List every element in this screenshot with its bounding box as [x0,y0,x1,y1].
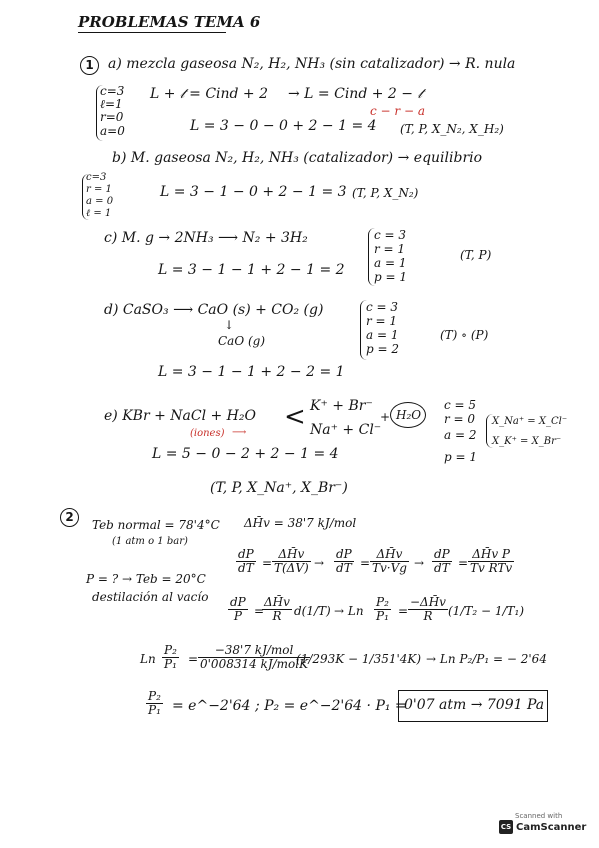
camscanner-watermark [499,812,587,834]
p1e-var-r: r = 0 [444,412,476,426]
p2-arrow-1: → [314,556,325,570]
p1e-var-a: a = 2 [444,428,477,442]
p1b-var-c: c=3 [86,172,107,183]
p1a-var-r: r=0 [100,110,124,124]
p1a-vars-out: (T, P, X_N₂, X_H₂) [400,122,504,136]
p2-f7: $\frac{dP}{P}$ [230,595,246,623]
p1b-var-a: a = 0 [86,196,114,207]
p2-f6: ΔH̄v P Tv RTv [470,547,513,575]
p2-d-inv: d(1/T) [294,604,331,618]
scanned-with-label: Scanned with [515,812,563,820]
p1e-vars-out: (T, P, X_Na⁺, X_Br⁻) [210,480,348,496]
p1e-heading: e) KBr + NaCl + H₂O [104,408,256,424]
p1e-h2o: H₂O [396,408,422,422]
p1d-var-r: r = 1 [366,314,398,328]
p2-f14: (1/293K − 1/351'4K) [296,652,422,666]
p2-f15: $\frac{\text{P₂}}{\text{P₁}}$ [148,689,161,717]
p2-f12: $\frac{\text{P₂}}{\text{P₁}}$ [164,643,177,671]
p1d-sub: CaO (g) [218,334,266,348]
p2-f9: $\frac{\text{P₂}}{\text{P₁}}$ [376,595,389,623]
p2-destilacion: destilación al vacío [92,590,209,604]
p1e-iones: (iones) [190,428,225,439]
p1b-var-l: ℓ = 1 [86,208,112,219]
p1d-vars-out: (T) ∘ (P) [440,328,489,342]
p1d-var-p: p = 2 [366,342,399,356]
p1d-var-c: c = 3 [366,300,399,314]
p2-f3: $\frac{dP}{dT}$ [336,547,352,575]
p1d-eq: L = 3 − 1 − 1 + 2 − 2 = 1 [158,364,345,380]
p2-teb-sub: (1 atm o 1 bar) [112,536,188,547]
p1e-red-arrow: ⟶ [232,427,247,438]
p1a-var-a: a=0 [100,124,125,138]
p2-f5: $\frac{dP}{dT}$ [434,547,450,575]
problem-2-number: 2 [60,508,79,527]
p2-teb: Teb normal = 78'4°C [92,518,220,532]
p1a-var-l: ℓ=1 [100,97,123,111]
p2-f4: $\frac{\Delta H̄v}{Tv\cdot V̄g}$ [372,547,407,575]
p1d-arrow-down: ↓ [224,318,235,332]
p2-question: P = ? → Teb = 20°C [86,572,206,586]
p2-exp1: = e^−2'64 ; P₂ = e^−2'64 · P₁ = [172,698,407,714]
title-underline [78,32,226,33]
p1e-rel2: X_K⁺ = X_Br⁻ [492,436,562,447]
p2-eq-sign-3: = [458,556,469,570]
problem-1-number: 1 [80,56,99,75]
p2-eq-sign-2: = [360,556,371,570]
p1d-heading: d) CaSO₃ ⟶ CaO (s) + CO₂ (g) [104,302,324,318]
page-title: PROBLEMAS TEMA 6 [78,13,261,31]
p2-f13: −38'7 kJ/mol 0'008314 kJ/molK [200,643,309,671]
p2-eq-sign-1: = [262,556,273,570]
p1c-var-p: p = 1 [374,270,407,284]
p1b-heading: b) M. gaseosa N₂, H₂, NH₃ (catalizador) → equilibrio [112,150,483,166]
p1c-var-r: r = 1 [374,242,406,256]
p1e-rel1: X_Na⁺ = X_Cl⁻ [492,416,568,427]
p2-eq-sign-4: = [254,604,265,618]
p1e-var-p: p = 1 [444,450,477,464]
p1a-eq1: L + 𝓉 = Cind + 2 [150,86,269,102]
p1a-var-c: c=3 [100,84,125,98]
p2-ln2: Ln [140,652,156,666]
p2-f11: (1/T₂ − 1/T₁) [448,604,525,618]
p1c-var-c: c = 3 [374,228,407,242]
p2-arrow-2: → [414,556,425,570]
camscanner-logo-icon: CS [499,820,513,834]
p1c-eq: L = 3 − 1 − 1 + 2 − 1 = 2 [158,262,345,278]
p1e-ions-bot: Na⁺ + Cl⁻ [310,422,382,438]
camscanner-brand: CamScanner [516,821,587,833]
p2-final: 0'07 atm → 7091 Pa [404,697,545,713]
p1e-var-c: c = 5 [444,398,477,412]
p1a-heading: a) mezcla gaseosa N₂, H₂, NH₃ (sin catalizador) → R. nula [108,56,516,72]
p1e-plus: + [380,410,391,424]
p1c-heading: c) M. g → 2NH₃ ⟶ N₂ + 3H₂ [104,230,308,246]
p1c-vars-out: (T, P) [460,248,492,262]
p2-ln1: → Ln [334,604,364,618]
p2-res1: → Ln P₂/P₁ = − 2'64 [426,652,547,666]
p1a-note: c − r − a [370,104,425,118]
p1a-eq2: L = 3 − 0 − 0 + 2 − 1 = 4 [190,118,377,134]
p2-f10: $\frac{-\Delta H̄v}{R}$ [410,595,446,623]
p2-f2: $\frac{\Delta H̄v}{T(\Delta V̄)}$ [274,547,309,575]
p2-f8: $\frac{\Delta H̄v}{R}$ [264,595,290,623]
p1a-eq1b: → L = Cind + 2 − 𝓉 [288,86,423,102]
p1e-eq: L = 5 − 0 − 2 + 2 − 1 = 4 [152,446,339,462]
p1d-var-a: a = 1 [366,328,399,342]
p2-eq-sign-6: = [188,652,199,666]
p1b-var-r: r = 1 [86,184,112,195]
p1b-vars-out: (T, P, X_N₂) [352,186,419,200]
p1e-split-bracket: < [284,402,306,432]
p2-f1: $\frac{dP}{dT}$ [238,547,254,575]
p1b-eq: L = 3 − 1 − 0 + 2 − 1 = 3 [160,184,347,200]
p1c-var-a: a = 1 [374,256,407,270]
p1e-ions-top: K⁺ + Br⁻ [310,398,373,414]
p2-eq-sign-5: = [398,604,409,618]
p2-dh: ΔH̄v = 38'7 kJ/mol [244,516,357,530]
